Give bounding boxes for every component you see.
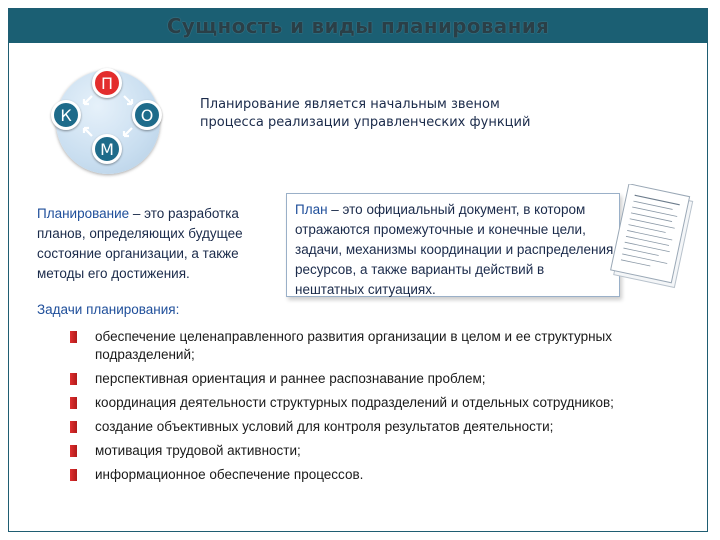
task-text: обеспечение целенаправленного развития организации в целом и ее структурных подразделений; [95, 329, 612, 362]
bullet-icon [70, 469, 77, 481]
intro-statement: Планирование является начальным звеном процесса реализации управленческих функций [200, 97, 531, 130]
arrow-icon [122, 126, 134, 138]
task-text: мотивация трудовой активности; [95, 443, 301, 458]
arrow-icon [82, 94, 94, 106]
page-title: Сущность и виды планирования [166, 14, 550, 38]
bullet-icon [70, 331, 77, 343]
tasks-heading: Задачи планирования: [37, 302, 180, 317]
cycle-node-organization: О [132, 100, 162, 130]
document-illustration-icon [606, 184, 700, 294]
task-text: создание объективных условий для контроля результатов деятельности; [95, 419, 554, 434]
task-text: информационное обеспечение процессов. [95, 467, 364, 482]
tasks-list [66, 328, 666, 490]
arrow-icon [122, 94, 134, 106]
bullet-icon [70, 445, 77, 457]
arrow-icon [82, 126, 94, 138]
bullet-icon [70, 421, 77, 433]
plan-term: План [295, 202, 328, 217]
planning-term: Планирование [37, 206, 130, 221]
list-item [66, 418, 666, 436]
list-item [66, 328, 666, 364]
cycle-node-motivation: М [92, 134, 122, 164]
task-text: перспективная ориентация и раннее распознавание проблем; [95, 371, 486, 386]
bullet-icon [70, 397, 77, 409]
plan-definition-text: – это официальный документ, в котором отражаются промежуточные и конечные цели, задачи, механизмы координации и распределения ресурсов, а также варианты действий в нештатных ситуациях. [295, 202, 614, 297]
cycle-node-control: К [51, 100, 81, 130]
cycle-node-planning: П [92, 68, 122, 98]
planning-definition [37, 204, 272, 284]
list-item [66, 466, 666, 484]
list-item [66, 394, 666, 412]
plan-definition [295, 200, 615, 300]
planning-definition-text: – это разработка планов, определяющих будущее состояние организации, а также методы его достижения. [37, 206, 243, 281]
plan-definition-box [286, 193, 620, 297]
bullet-icon [70, 373, 77, 385]
pkom-cycle-diagram [48, 68, 168, 178]
list-item [66, 370, 666, 388]
title-bar [9, 9, 707, 43]
task-text: координация деятельности структурных подразделений и отдельных сотрудников; [95, 395, 614, 410]
list-item [66, 442, 666, 460]
